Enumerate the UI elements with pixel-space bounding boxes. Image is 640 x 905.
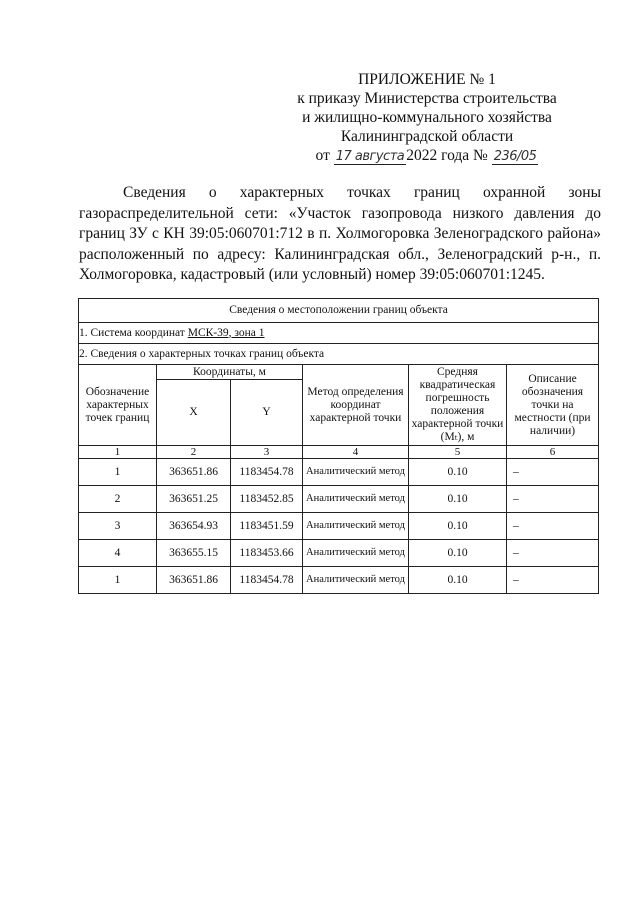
description-value: – bbox=[507, 513, 599, 540]
appendix-line-3: Калининградской области bbox=[340, 128, 514, 145]
handwritten-number: 236/05 bbox=[493, 149, 537, 164]
table-row bbox=[79, 513, 599, 540]
date-year: 2022 года № bbox=[406, 147, 488, 164]
y-value: 1183453.66 bbox=[231, 540, 303, 567]
point-number: 2 bbox=[79, 486, 157, 513]
appendix-line-2: и жилищно-коммунального хозяйства bbox=[302, 109, 552, 126]
method-value: Аналитический метод bbox=[303, 513, 409, 540]
x-value: 363651.86 bbox=[157, 459, 231, 486]
table-row bbox=[79, 540, 599, 567]
y-value: 1183452.85 bbox=[231, 486, 303, 513]
x-value: 363651.86 bbox=[157, 567, 231, 594]
method-value: Аналитический метод bbox=[303, 540, 409, 567]
appendix-line-1: к приказу Министерства строительства bbox=[297, 90, 557, 107]
header-x: X bbox=[157, 380, 231, 446]
handwritten-date: 17 августа bbox=[335, 149, 405, 164]
coordinate-system-row bbox=[79, 323, 599, 344]
description-value: – bbox=[507, 486, 599, 513]
column-number: 5 bbox=[409, 446, 507, 459]
method-value: Аналитический метод bbox=[303, 567, 409, 594]
header-error: Средняя квадратическая погрешность положения характерной точки (Mₜ), м bbox=[409, 365, 507, 446]
method-value: Аналитический метод bbox=[303, 486, 409, 513]
point-number: 3 bbox=[79, 513, 157, 540]
coordinate-system-value: МСК-39, зона 1 bbox=[187, 326, 265, 339]
date-prefix: от bbox=[315, 147, 330, 164]
header-designation: Обозначение характерных точек границ bbox=[79, 365, 157, 446]
appendix-date-line bbox=[287, 146, 567, 166]
header-y: Y bbox=[231, 380, 303, 446]
column-number: 4 bbox=[303, 446, 409, 459]
point-number: 1 bbox=[79, 459, 157, 486]
column-number: 1 bbox=[79, 446, 157, 459]
header-coordinates: Координаты, м bbox=[157, 365, 303, 380]
method-value: Аналитический метод bbox=[303, 459, 409, 486]
intro-paragraph: Сведения о характерных точках границ охранной зоны газораспределительной сети: «Участок газопровода низкого давления до границ ЗУ с КН 39:05:060701:712 в п. Холмогоровка Зеленоградского района» расположенный по адресу: Калининградская обл., Зеленоградский р-н., п. Холмогоровка, кадастровый (или условный) номер 39:05:060701:1245. bbox=[79, 184, 601, 283]
header-description: Описание обозначения точки на местности (при наличии) bbox=[507, 365, 599, 446]
x-value: 363654.93 bbox=[157, 513, 231, 540]
appendix-header bbox=[287, 70, 567, 166]
x-value: 363655.15 bbox=[157, 540, 231, 567]
table-row bbox=[79, 567, 599, 594]
y-value: 1183451.59 bbox=[231, 513, 303, 540]
coordinate-system-label: 1. Система координат bbox=[79, 326, 185, 339]
appendix-title: ПРИЛОЖЕНИЕ № 1 bbox=[358, 71, 496, 88]
description-value: – bbox=[507, 567, 599, 594]
x-value: 363651.25 bbox=[157, 486, 231, 513]
description-value: – bbox=[507, 459, 599, 486]
y-value: 1183454.78 bbox=[231, 567, 303, 594]
error-value: 0.10 bbox=[409, 459, 507, 486]
error-value: 0.10 bbox=[409, 540, 507, 567]
header-method: Метод определения координат характерной точки bbox=[303, 365, 409, 446]
section-title: Сведения о местоположении границ объекта bbox=[79, 299, 599, 323]
points-title: 2. Сведения о характерных точках границ объекта bbox=[79, 344, 599, 365]
column-number: 2 bbox=[157, 446, 231, 459]
error-value: 0.10 bbox=[409, 567, 507, 594]
point-number: 1 bbox=[79, 567, 157, 594]
y-value: 1183454.78 bbox=[231, 459, 303, 486]
error-value: 0.10 bbox=[409, 486, 507, 513]
table-row bbox=[79, 459, 599, 486]
table-row bbox=[79, 486, 599, 513]
column-number: 3 bbox=[231, 446, 303, 459]
coordinates-table bbox=[78, 298, 599, 594]
point-number: 4 bbox=[79, 540, 157, 567]
column-number: 6 bbox=[507, 446, 599, 459]
description-value: – bbox=[507, 540, 599, 567]
error-value: 0.10 bbox=[409, 513, 507, 540]
